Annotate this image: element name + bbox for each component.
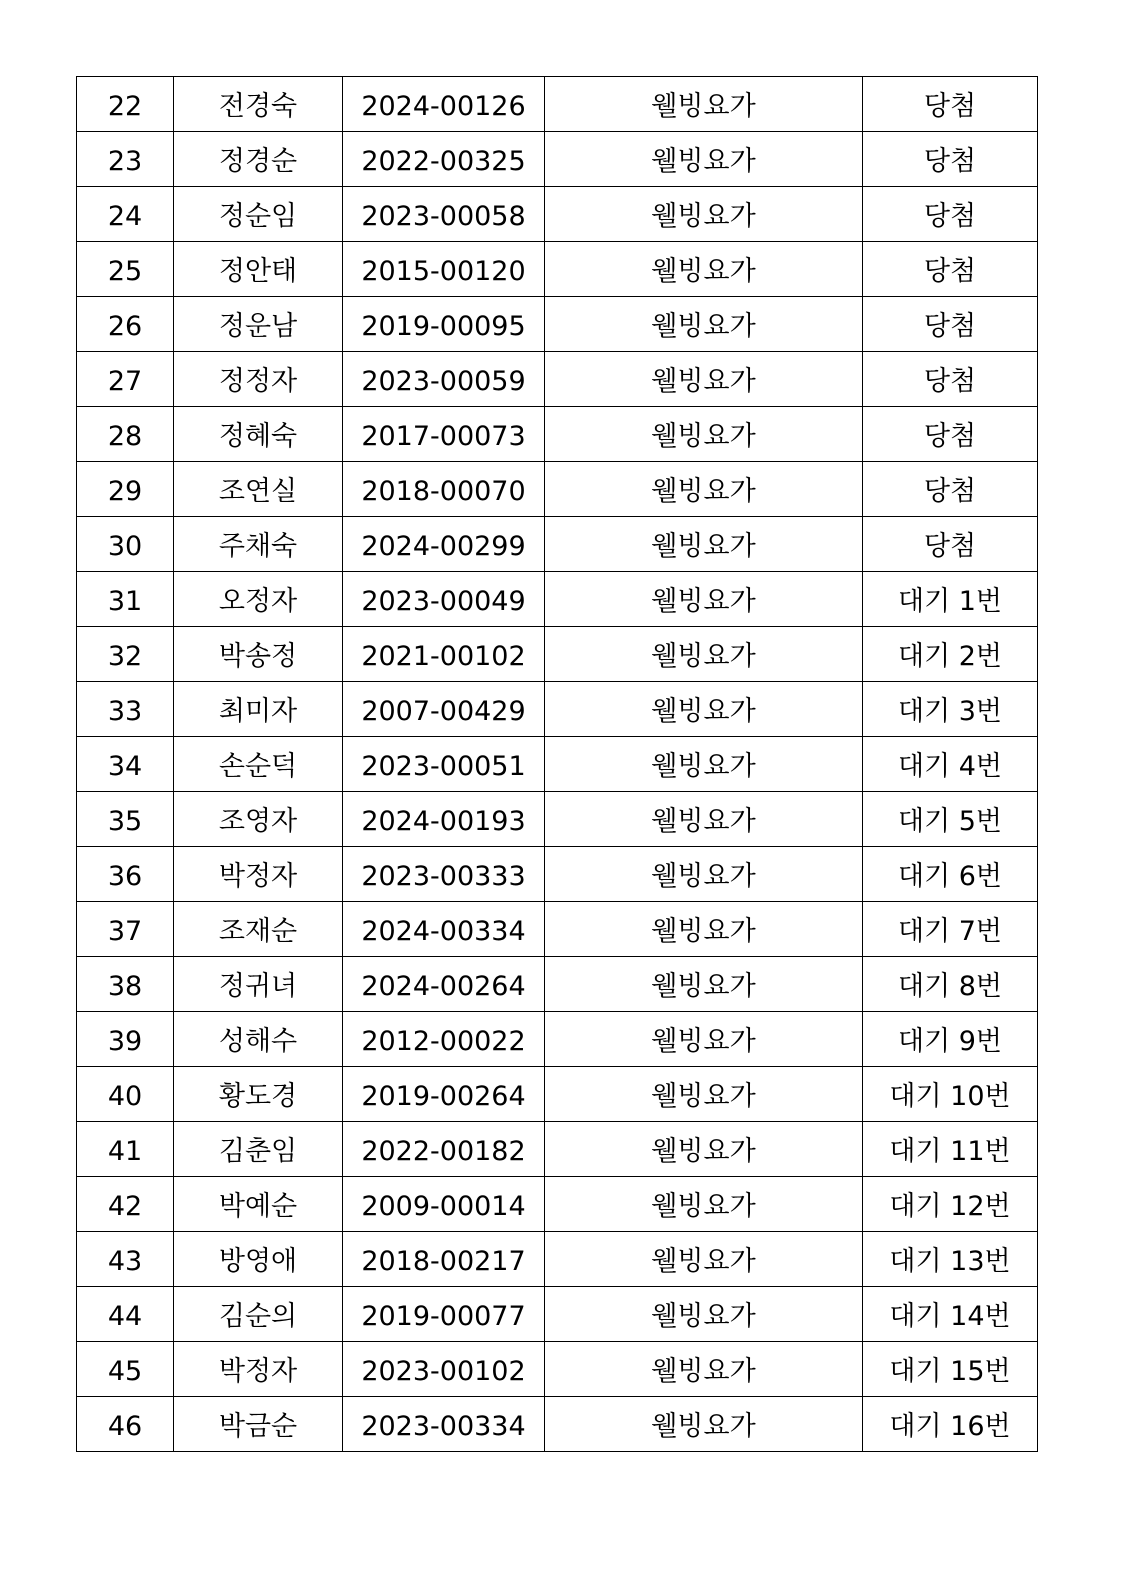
- result-cell: 대기 10번: [863, 1067, 1038, 1122]
- row-number-cell: 27: [77, 352, 174, 407]
- program-cell: 웰빙요가: [545, 77, 863, 132]
- program-cell: 웰빙요가: [545, 352, 863, 407]
- row-number-cell: 45: [77, 1342, 174, 1397]
- program-cell: 웰빙요가: [545, 1012, 863, 1067]
- member-name-cell: 정안태: [174, 242, 343, 297]
- table-row: [77, 242, 1038, 297]
- member-id-cell: 2024-00334: [343, 902, 545, 957]
- member-id-cell: 2019-00264: [343, 1067, 545, 1122]
- member-name-cell: 김춘임: [174, 1122, 343, 1177]
- member-id-cell: 2023-00059: [343, 352, 545, 407]
- result-cell: 대기 6번: [863, 847, 1038, 902]
- program-cell: 웰빙요가: [545, 627, 863, 682]
- member-name-cell: 방영애: [174, 1232, 343, 1287]
- member-id-cell: 2024-00126: [343, 77, 545, 132]
- result-cell: 대기 3번: [863, 682, 1038, 737]
- table-row: [77, 737, 1038, 792]
- member-id-cell: 2007-00429: [343, 682, 545, 737]
- table-row: [77, 1397, 1038, 1452]
- lottery-result-table: [76, 76, 1038, 1452]
- member-id-cell: 2023-00049: [343, 572, 545, 627]
- program-cell: 웰빙요가: [545, 957, 863, 1012]
- member-id-cell: 2023-00051: [343, 737, 545, 792]
- program-cell: 웰빙요가: [545, 462, 863, 517]
- member-id-cell: 2012-00022: [343, 1012, 545, 1067]
- row-number-cell: 44: [77, 1287, 174, 1342]
- result-cell: 당첨: [863, 517, 1038, 572]
- row-number-cell: 34: [77, 737, 174, 792]
- program-cell: 웰빙요가: [545, 297, 863, 352]
- result-cell: 대기 12번: [863, 1177, 1038, 1232]
- result-cell: 당첨: [863, 297, 1038, 352]
- member-id-cell: 2018-00070: [343, 462, 545, 517]
- table-row: [77, 682, 1038, 737]
- program-cell: 웰빙요가: [545, 1397, 863, 1452]
- result-cell: 당첨: [863, 187, 1038, 242]
- member-name-cell: 박송정: [174, 627, 343, 682]
- row-number-cell: 40: [77, 1067, 174, 1122]
- result-cell: 대기 16번: [863, 1397, 1038, 1452]
- member-name-cell: 김순의: [174, 1287, 343, 1342]
- result-cell: 당첨: [863, 462, 1038, 517]
- row-number-cell: 32: [77, 627, 174, 682]
- result-cell: 대기 2번: [863, 627, 1038, 682]
- result-cell: 대기 4번: [863, 737, 1038, 792]
- member-name-cell: 황도경: [174, 1067, 343, 1122]
- row-number-cell: 28: [77, 407, 174, 462]
- program-cell: 웰빙요가: [545, 407, 863, 462]
- table-row: [77, 77, 1038, 132]
- member-id-cell: 2009-00014: [343, 1177, 545, 1232]
- program-cell: 웰빙요가: [545, 187, 863, 242]
- program-cell: 웰빙요가: [545, 517, 863, 572]
- member-name-cell: 오정자: [174, 572, 343, 627]
- program-cell: 웰빙요가: [545, 1067, 863, 1122]
- row-number-cell: 23: [77, 132, 174, 187]
- member-id-cell: 2023-00058: [343, 187, 545, 242]
- member-id-cell: 2017-00073: [343, 407, 545, 462]
- member-id-cell: 2024-00264: [343, 957, 545, 1012]
- row-number-cell: 46: [77, 1397, 174, 1452]
- member-name-cell: 정운남: [174, 297, 343, 352]
- table-row: [77, 957, 1038, 1012]
- member-id-cell: 2019-00095: [343, 297, 545, 352]
- member-id-cell: 2023-00334: [343, 1397, 545, 1452]
- row-number-cell: 24: [77, 187, 174, 242]
- program-cell: 웰빙요가: [545, 847, 863, 902]
- member-name-cell: 성해수: [174, 1012, 343, 1067]
- table-row: [77, 517, 1038, 572]
- row-number-cell: 37: [77, 902, 174, 957]
- program-cell: 웰빙요가: [545, 1287, 863, 1342]
- program-cell: 웰빙요가: [545, 1232, 863, 1287]
- row-number-cell: 39: [77, 1012, 174, 1067]
- result-cell: 대기 5번: [863, 792, 1038, 847]
- result-cell: 당첨: [863, 352, 1038, 407]
- member-name-cell: 박금순: [174, 1397, 343, 1452]
- member-name-cell: 전경숙: [174, 77, 343, 132]
- member-id-cell: 2019-00077: [343, 1287, 545, 1342]
- member-id-cell: 2015-00120: [343, 242, 545, 297]
- member-id-cell: 2024-00299: [343, 517, 545, 572]
- member-id-cell: 2018-00217: [343, 1232, 545, 1287]
- result-cell: 당첨: [863, 242, 1038, 297]
- result-cell: 대기 9번: [863, 1012, 1038, 1067]
- result-cell: 대기 11번: [863, 1122, 1038, 1177]
- member-id-cell: 2022-00182: [343, 1122, 545, 1177]
- member-id-cell: 2023-00102: [343, 1342, 545, 1397]
- row-number-cell: 25: [77, 242, 174, 297]
- member-name-cell: 최미자: [174, 682, 343, 737]
- program-cell: 웰빙요가: [545, 902, 863, 957]
- table-row: [77, 847, 1038, 902]
- member-id-cell: 2024-00193: [343, 792, 545, 847]
- table-row: [77, 792, 1038, 847]
- result-cell: 대기 1번: [863, 572, 1038, 627]
- table-row: [77, 462, 1038, 517]
- program-cell: 웰빙요가: [545, 792, 863, 847]
- row-number-cell: 43: [77, 1232, 174, 1287]
- member-name-cell: 박정자: [174, 1342, 343, 1397]
- table-row: [77, 1287, 1038, 1342]
- row-number-cell: 26: [77, 297, 174, 352]
- member-id-cell: 2022-00325: [343, 132, 545, 187]
- table-row: [77, 1122, 1038, 1177]
- row-number-cell: 30: [77, 517, 174, 572]
- table-row: [77, 572, 1038, 627]
- row-number-cell: 36: [77, 847, 174, 902]
- program-cell: 웰빙요가: [545, 132, 863, 187]
- result-cell: 대기 13번: [863, 1232, 1038, 1287]
- member-name-cell: 조영자: [174, 792, 343, 847]
- member-id-cell: 2023-00333: [343, 847, 545, 902]
- table-row: [77, 1177, 1038, 1232]
- table-row: [77, 627, 1038, 682]
- row-number-cell: 33: [77, 682, 174, 737]
- table-row: [77, 297, 1038, 352]
- member-name-cell: 정경순: [174, 132, 343, 187]
- row-number-cell: 31: [77, 572, 174, 627]
- result-cell: 대기 7번: [863, 902, 1038, 957]
- program-cell: 웰빙요가: [545, 1342, 863, 1397]
- table-row: [77, 1067, 1038, 1122]
- row-number-cell: 42: [77, 1177, 174, 1232]
- table-row: [77, 1342, 1038, 1397]
- table-row: [77, 132, 1038, 187]
- program-cell: 웰빙요가: [545, 572, 863, 627]
- result-cell: 대기 8번: [863, 957, 1038, 1012]
- result-cell: 당첨: [863, 132, 1038, 187]
- member-name-cell: 정순임: [174, 187, 343, 242]
- table-row: [77, 352, 1038, 407]
- result-cell: 대기 15번: [863, 1342, 1038, 1397]
- table-row: [77, 902, 1038, 957]
- program-cell: 웰빙요가: [545, 1122, 863, 1177]
- program-cell: 웰빙요가: [545, 1177, 863, 1232]
- row-number-cell: 29: [77, 462, 174, 517]
- row-number-cell: 35: [77, 792, 174, 847]
- program-cell: 웰빙요가: [545, 737, 863, 792]
- member-name-cell: 박정자: [174, 847, 343, 902]
- result-cell: 대기 14번: [863, 1287, 1038, 1342]
- member-name-cell: 조연실: [174, 462, 343, 517]
- row-number-cell: 38: [77, 957, 174, 1012]
- program-cell: 웰빙요가: [545, 682, 863, 737]
- table-row: [77, 407, 1038, 462]
- result-cell: 당첨: [863, 77, 1038, 132]
- member-id-cell: 2021-00102: [343, 627, 545, 682]
- member-name-cell: 정정자: [174, 352, 343, 407]
- member-name-cell: 정혜숙: [174, 407, 343, 462]
- table-body: [77, 77, 1038, 1452]
- member-name-cell: 조재순: [174, 902, 343, 957]
- member-name-cell: 주채숙: [174, 517, 343, 572]
- row-number-cell: 41: [77, 1122, 174, 1177]
- member-name-cell: 손순덕: [174, 737, 343, 792]
- table-row: [77, 1232, 1038, 1287]
- table-row: [77, 1012, 1038, 1067]
- member-name-cell: 정귀녀: [174, 957, 343, 1012]
- table-row: [77, 187, 1038, 242]
- result-cell: 당첨: [863, 407, 1038, 462]
- program-cell: 웰빙요가: [545, 242, 863, 297]
- member-name-cell: 박예순: [174, 1177, 343, 1232]
- row-number-cell: 22: [77, 77, 174, 132]
